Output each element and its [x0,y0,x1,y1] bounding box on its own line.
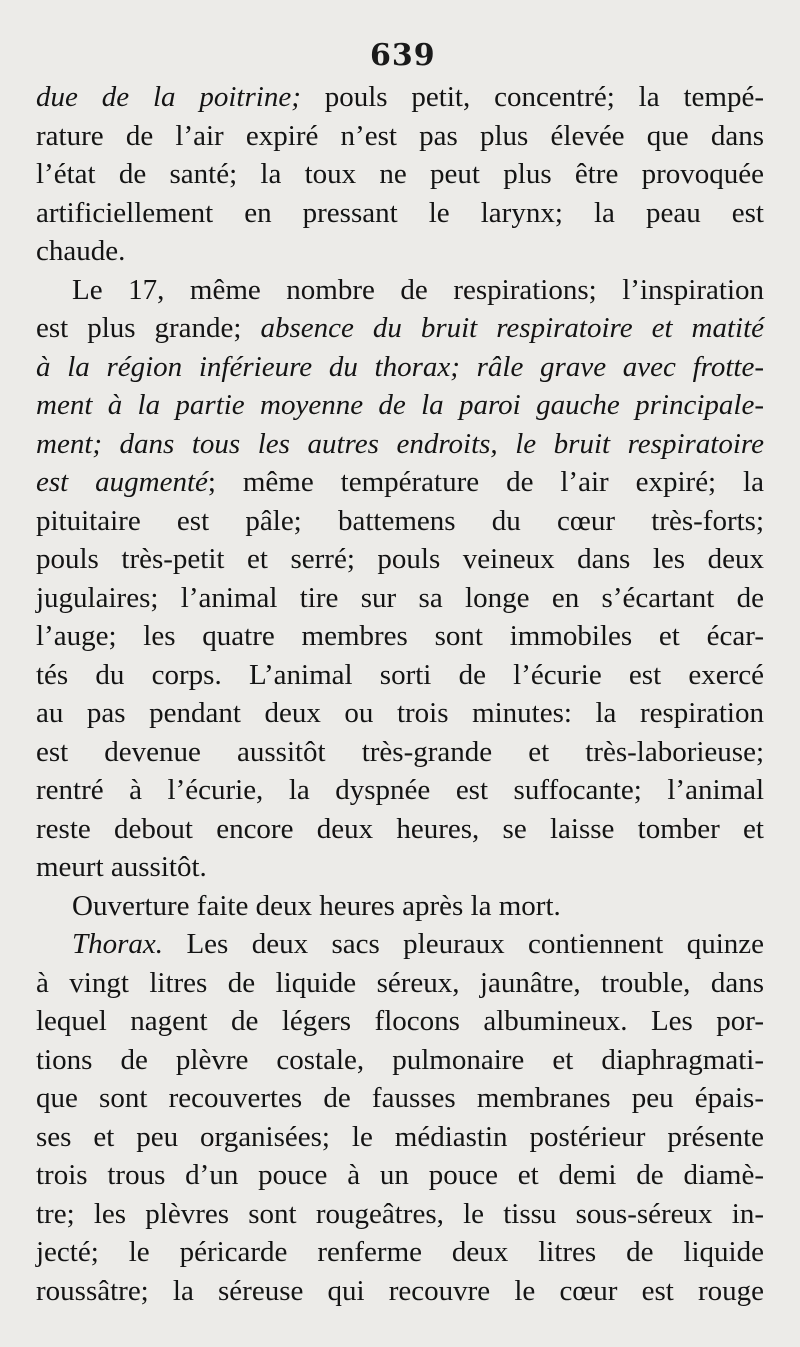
text-run: jecté; le péricarde renferme deux litres de liquide [36,1236,764,1268]
text-run: rature de l’air expiré n’est pas plus élevée que dans [36,119,764,152]
text-run: l’auge; les quatre membres sont immobiles et écar- [36,620,764,652]
text-run: tre; les plèvres sont rougeâtres, le tissu sous-séreux in- [36,1197,764,1230]
text-run: artificiellement en pressant le larynx; la peau est [36,196,764,229]
text-line [36,733,764,772]
text-run: trois trous d’un pouce à un pouce et demi de diamè- [36,1159,764,1191]
text-line [36,656,764,695]
text-run: est devenue aussitôt très-grande et très-laborieuse; [36,735,764,768]
text-run: l’état de santé; la toux ne peut plus être provoquée [36,158,764,190]
text-line [36,964,764,1003]
text-run: pouls très-petit et serré; pouls veineux dans les deux [36,543,764,575]
text-run: lequel nagent de légers flocons albumineux. Les por- [36,1005,764,1037]
text-line [36,348,764,387]
text-line [36,1233,764,1272]
text-line [36,309,764,348]
text-line [36,771,764,810]
text-line [36,694,764,733]
text-run: ; même température de l’air expiré; la [207,466,764,498]
italic-text: ment à la partie moyenne de la paroi gauche principale- [36,389,764,421]
text-run: au pas pendant deux ou trois minutes: la respiration [36,697,764,729]
text-run: ses et peu organisées; le médiastin postérieur présente [36,1120,764,1153]
text-line [36,540,764,579]
text-line [36,425,764,464]
text-line [36,925,764,964]
text-line [36,1195,764,1234]
text-line [36,1156,764,1195]
text-line [36,1041,764,1080]
text-run: pouls petit, concentré; la tempé- [300,81,764,113]
italic-text: Thorax. [72,928,164,960]
text-line [36,78,764,117]
text-line [36,1118,764,1157]
text-line [36,617,764,656]
text-line [36,232,764,271]
text-run: Ouverture faite deux heures après la mort. [72,889,561,922]
text-run: pituitaire est pâle; battemens du cœur très-forts; [36,504,764,537]
text-run: chaude. [36,235,126,267]
italic-text: est augmenté [36,466,208,498]
text-run: reste debout encore deux heures, se laisse tomber et [36,812,764,845]
italic-text: absence du bruit respiratoire et matité [260,312,765,344]
text-line [36,848,764,887]
text-run: tions de plèvre costale, pulmonaire et diaphragmati- [36,1043,764,1076]
text-line [36,271,764,310]
text-line [36,386,764,425]
italic-text: à la région inférieure du thorax; râle grave avec frotte- [36,350,764,383]
text-run: Les deux sacs pleuraux contiennent quinze [163,928,764,960]
text-run: roussâtre; la séreuse qui recouvre le cœur est rouge [36,1274,764,1307]
text-run: jugulaires; l’animal tire sur sa longe en s’écartant de [36,581,764,614]
text-line [36,194,764,233]
italic-text: ment; dans tous les autres endroits, le bruit respiratoire [36,427,764,460]
body-text [36,78,764,1310]
italic-text: due de la poitrine; [36,81,301,113]
text-line [36,117,764,156]
text-run: meurt aussitôt. [36,851,207,883]
text-run: est plus grande; [36,312,261,344]
text-line [36,810,764,849]
text-line [36,1079,764,1118]
text-line [36,887,764,926]
text-line [36,1002,764,1041]
text-run: à vingt litres de liquide séreux, jaunâtre, trouble, dans [36,966,764,999]
text-line [36,579,764,618]
text-run: Le 17, même nombre de respirations; l’inspiration [72,273,764,306]
text-line [36,502,764,541]
text-run: rentré à l’écurie, la dyspnée est suffocante; l’animal [36,774,764,806]
page-number: 639 [370,38,436,73]
text-run: tés du corps. L’animal sorti de l’écurie est exercé [36,658,764,691]
text-line [36,463,764,502]
text-line [36,1272,764,1311]
text-line [36,155,764,194]
text-run: que sont recouvertes de fausses membranes peu épais- [36,1082,764,1114]
